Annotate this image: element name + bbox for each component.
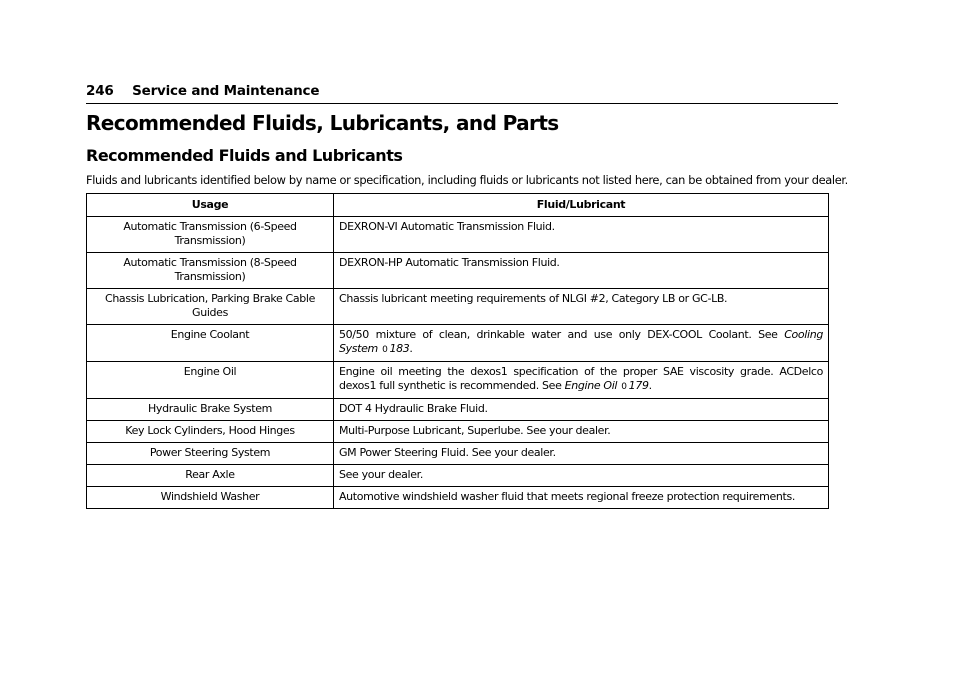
fluid-cell: DEXRON-HP Automatic Transmission Fluid. (334, 253, 829, 289)
usage-cell: Engine Oil (87, 362, 334, 399)
table-row (87, 399, 829, 421)
usage-cell: Power Steering System (87, 443, 334, 465)
usage-cell: Engine Coolant (87, 325, 334, 362)
usage-cell: Hydraulic Brake System (87, 399, 334, 421)
cross-reference-link[interactable]: Cooling System (339, 328, 823, 355)
table-row (87, 253, 829, 289)
section-title: Service and Maintenance (132, 83, 320, 99)
fluid-cell: See your dealer. (334, 465, 829, 487)
fluid-cell (334, 362, 829, 399)
fluid-cell: Automotive windshield washer fluid that meets regional freeze protection requirements. (334, 487, 829, 509)
column-header-fluid: Fluid/Lubricant (334, 194, 829, 217)
page-reference-arrow-icon: 0 (621, 382, 627, 392)
usage-cell: Windshield Washer (87, 487, 334, 509)
fluid-text: 50/50 mixture of clean, drinkable water and use only DEX-COOL Coolant. See (339, 328, 778, 341)
sentence-end: . (409, 342, 413, 355)
page-number: 246 (86, 83, 114, 99)
intro-paragraph: Fluids and lubricants identified below by name or specification, including fluids or lubricants not listed here, can be obtained from your dealer. (86, 173, 848, 187)
reference-page-number[interactable]: 179 (628, 379, 649, 392)
fluid-text: Engine oil meeting the dexos1 specification of the proper SAE viscosity grade. ACDelco dexos1 full synthetic is recommended. See (339, 365, 823, 392)
column-header-usage: Usage (87, 194, 334, 217)
fluid-cell: Multi-Purpose Lubricant, Superlube. See your dealer. (334, 421, 829, 443)
fluid-cell: Chassis lubricant meeting requirements of NLGI #2, Category LB or GC-LB. (334, 289, 829, 325)
fluid-cell: DOT 4 Hydraulic Brake Fluid. (334, 399, 829, 421)
page-reference-arrow-icon: 0 (382, 345, 388, 355)
fluid-cell (334, 325, 829, 362)
usage-cell: Chassis Lubrication, Parking Brake Cable Guides (87, 289, 334, 325)
fluids-table (86, 193, 829, 509)
table-row (87, 421, 829, 443)
table-row (87, 443, 829, 465)
fluid-cell: DEXRON-VI Automatic Transmission Fluid. (334, 217, 829, 253)
table-header-row (87, 194, 829, 217)
sentence-end: . (648, 379, 652, 392)
page-title: Recommended Fluids, Lubricants, and Parts (86, 111, 559, 135)
header-divider (86, 103, 838, 104)
table-row (87, 465, 829, 487)
table-row (87, 217, 829, 253)
usage-cell: Key Lock Cylinders, Hood Hinges (87, 421, 334, 443)
table-row (87, 487, 829, 509)
table-row (87, 289, 829, 325)
section-subtitle: Recommended Fluids and Lubricants (86, 146, 403, 165)
table-row (87, 325, 829, 362)
fluid-cell: GM Power Steering Fluid. See your dealer. (334, 443, 829, 465)
usage-cell: Automatic Transmission (6-Speed Transmission) (87, 217, 334, 253)
usage-cell: Automatic Transmission (8-Speed Transmission) (87, 253, 334, 289)
usage-cell: Rear Axle (87, 465, 334, 487)
reference-page-number[interactable]: 183 (389, 342, 410, 355)
cross-reference-link[interactable]: Engine Oil (564, 379, 618, 392)
page-header (86, 83, 319, 99)
table-row (87, 362, 829, 399)
